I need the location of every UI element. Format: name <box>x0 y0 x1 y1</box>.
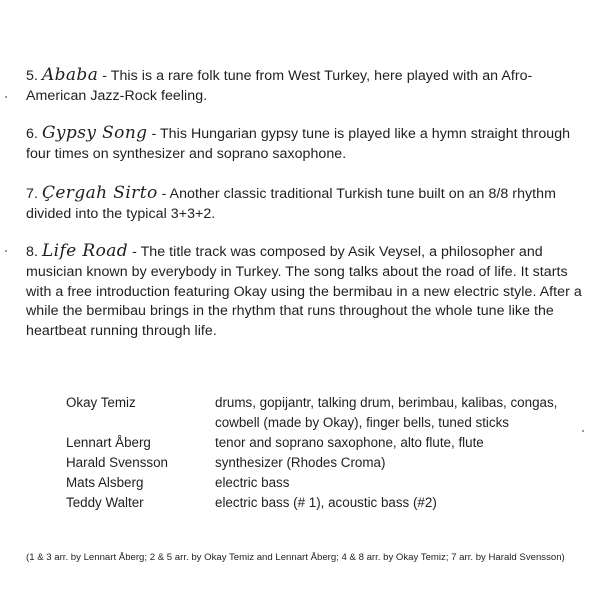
track-title: Life Road <box>41 241 129 261</box>
track-title: Çergah Sirto <box>41 183 158 203</box>
track-number: 5. <box>26 68 38 84</box>
track-7 <box>26 184 586 225</box>
track-title: Gypsy Song <box>41 123 148 143</box>
track-number: 7. <box>26 186 38 202</box>
track-description: - This is a rare folk tune from West Turkey, here played with an Afro-American Jazz-Rock feeling. <box>26 68 533 104</box>
track-5 <box>26 66 586 107</box>
track-8 <box>26 242 586 342</box>
credit-row <box>66 433 586 453</box>
musician-name: Teddy Walter <box>66 495 144 510</box>
musician-instruments: electric bass (# 1), acoustic bass (#2) <box>215 495 437 510</box>
musician-name: Okay Temiz <box>66 395 136 410</box>
musician-instruments: electric bass <box>215 475 290 490</box>
musician-name: Lennart Åberg <box>66 435 151 450</box>
track-description: - Another classic traditional Turkish tune built on an 8/8 rhythm divided into the typical 3+3+2. <box>26 186 556 222</box>
personnel-credits <box>66 393 586 513</box>
scan-speck <box>5 250 7 252</box>
track-description: - The title track was composed by Asik Veysel, a philosopher and musician known by everybody in Turkey. The song talks about the road of life. It starts with a free introduction featuring Okay using the bermibau in a new electric style. After a while the bermibau brings in the rhythm that runs throughout the whole tune like the heartbeat running through life. <box>26 244 582 340</box>
track-description: - This Hungarian gypsy tune is played like a hymn straight through four times on synthesizer and soprano saxophone. <box>26 126 571 162</box>
credit-row <box>66 473 586 493</box>
musician-instruments: drums, gopijantr, talking drum, berimbau, kalibas, congas, cowbell (made by Okay), finger bells, tuned sticks <box>215 395 558 430</box>
track-number: 8. <box>26 244 38 260</box>
musician-instruments: tenor and soprano saxophone, alto flute, flute <box>215 435 484 450</box>
musician-name: Mats Alsberg <box>66 475 144 490</box>
credit-row <box>66 453 586 473</box>
credit-row <box>66 493 586 513</box>
scan-speck <box>5 96 7 98</box>
musician-name: Harald Svensson <box>66 455 168 470</box>
track-number: 6. <box>26 126 38 142</box>
arrangement-note: (1 & 3 arr. by Lennart Åberg; 2 & 5 arr. by Okay Temiz and Lennart Åberg; 4 & 8 arr. by Okay Temiz; 7 arr. by Harald Svensson) <box>26 552 565 563</box>
musician-instruments: synthesizer (Rhodes Croma) <box>215 455 386 470</box>
credit-row <box>66 393 586 433</box>
track-6 <box>26 124 586 165</box>
track-title: Ababa <box>41 65 99 85</box>
